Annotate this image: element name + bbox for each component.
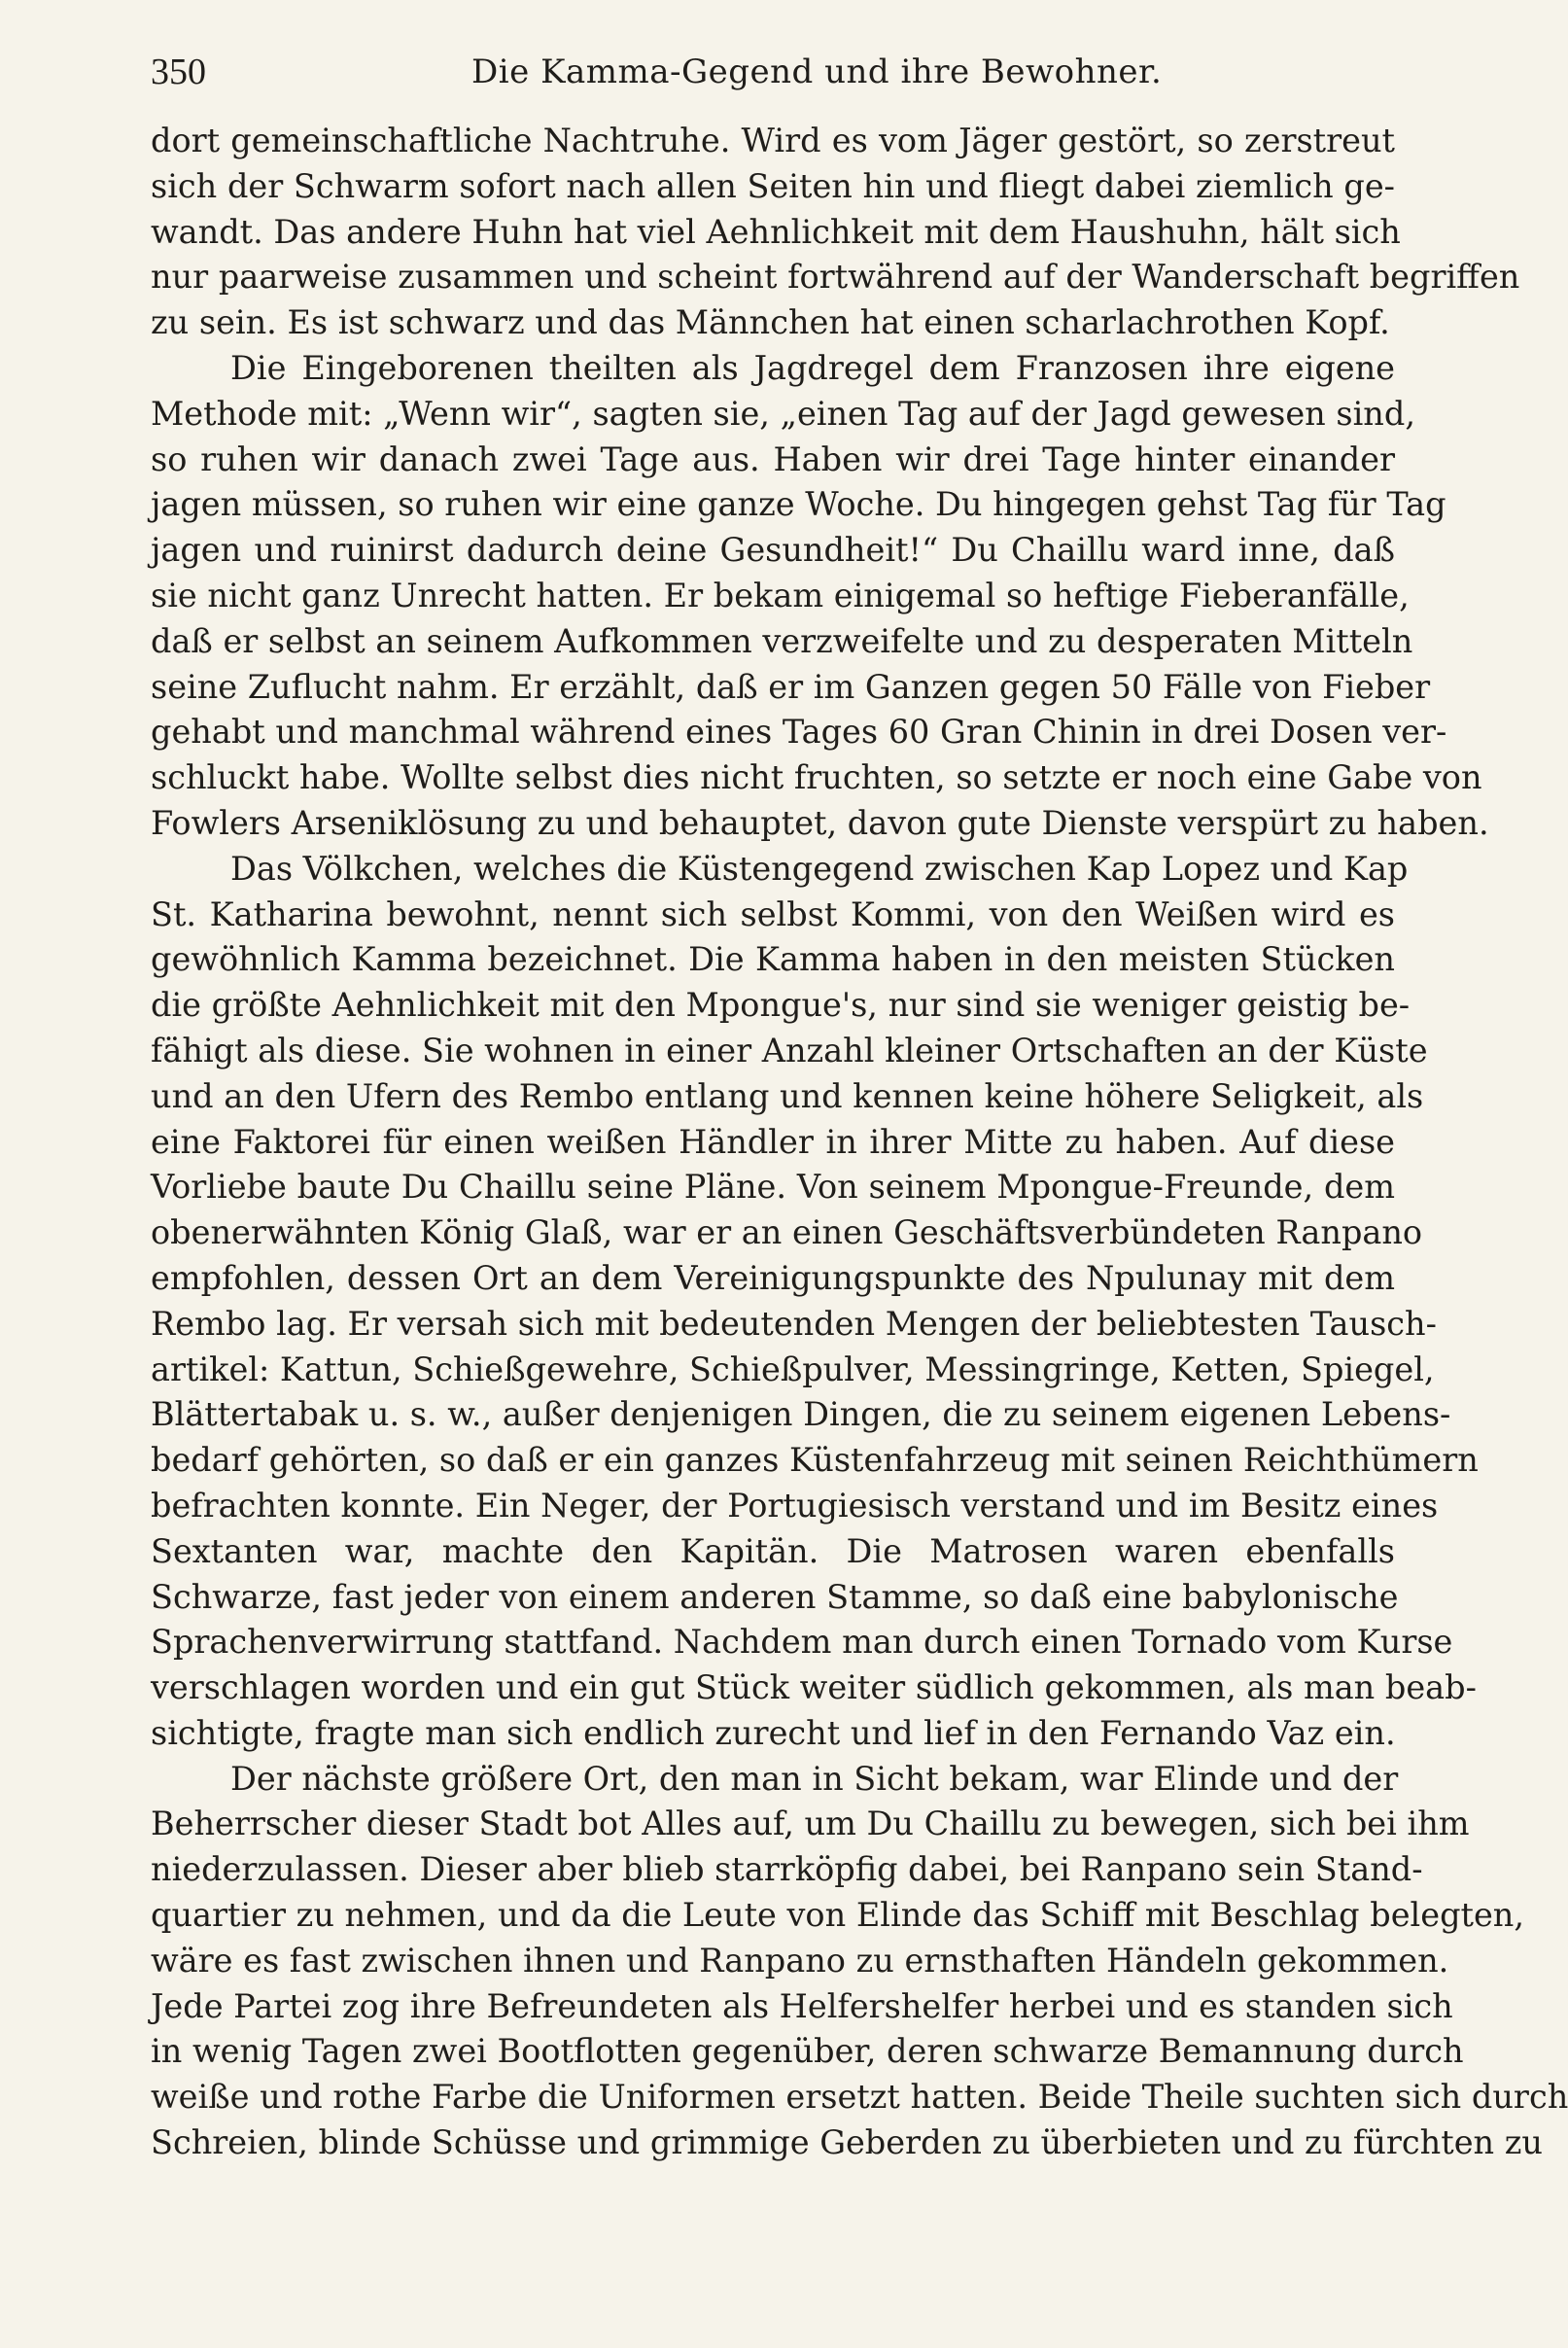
text-line: daß er selbst an seinem Aufkommen verzweifelte und zu desperaten Mitteln	[151, 621, 1413, 660]
text-line: befrachten konnte. Ein Neger, der Portugiesisch verstand und im Besitz eines	[151, 1486, 1439, 1524]
text-line: weiße und rothe Farbe die Uniformen ersetzt hatten. Beide Theile suchten sich durch	[151, 2078, 1568, 2117]
text-line: Der nächste größere Ort, den man in Sicht bekam, war Elinde und der	[230, 1759, 1399, 1798]
text-line: in wenig Tagen zwei Bootflotten gegenüber, deren schwarze Bemannung durch	[151, 2032, 1464, 2071]
text-line: sie nicht ganz Unrecht hatten. Er bekam einigemal so heftige Fieberanfälle,	[151, 576, 1410, 614]
page-header	[151, 51, 1395, 97]
text-line: die größte Aehnlichkeit mit den Mpongue's, nur sind sie weniger geistig be-	[151, 986, 1411, 1025]
page-number: 350	[151, 52, 206, 92]
text-line: so ruhen wir danach zwei Tage aus. Haben wir drei Tage hinter einander	[151, 439, 1395, 478]
text-line: obenerwähnten König Glaß, war er an einen Geschäftsverbündeten Ranpano	[151, 1213, 1423, 1252]
text-line: eine Faktorei für einen weißen Händler in ihrer Mitte zu haben. Auf diese	[151, 1122, 1395, 1161]
text-line: Das Völkchen, welches die Küstengegend zwischen Kap Lopez und Kap	[230, 849, 1409, 888]
text-line: wäre es fast zwischen ihnen und Ranpano zu ernsthaften Händeln gekommen.	[151, 1941, 1449, 1980]
text-line: Methode mit: „Wenn wir“, sagten sie, „einen Tag auf der Jagd gewesen sind,	[151, 394, 1415, 433]
text-line: dort gemeinschaftliche Nachtruhe. Wird es vom Jäger gestört, so zerstreut	[151, 122, 1395, 159]
text-line: Die Eingeborenen theilten als Jagdregel dem Franzosen ihre eigene	[230, 348, 1395, 387]
text-line: jagen und ruinirst dadurch deine Gesundheit!“ Du Chaillu ward inne, daß	[151, 531, 1395, 570]
text-line: Beherrscher dieser Stadt bot Alles auf, um Du Chaillu zu bewegen, sich bei ihm	[151, 1805, 1470, 1843]
text-line: wandt. Das andere Huhn hat viel Aehnlichkeit mit dem Haushuhn, hält sich	[151, 212, 1401, 251]
text-line: Rembo lag. Er versah sich mit bedeutenden Mengen der beliebtesten Tausch-	[151, 1304, 1437, 1343]
text-line: Schwarze, fast jeder von einem anderen Stamme, so daß eine babylonische	[151, 1577, 1399, 1616]
text-line: Schreien, blinde Schüsse und grimmige Geberden zu überbieten und zu fürchten zu	[151, 2123, 1543, 2162]
text-line: gehabt und manchmal während eines Tages 60 Gran Chinin in drei Dosen ver-	[151, 713, 1447, 752]
running-head: Die Kamma-Gegend und ihre Bewohner.	[471, 53, 1163, 91]
text-line: nur paarweise zusammen und scheint fortwährend auf der Wanderschaft begriffen	[151, 258, 1520, 297]
text-line: zu sein. Es ist schwarz und das Männchen hat einen scharlachrothen Kopf.	[151, 303, 1390, 342]
text-line: niederzulassen. Dieser aber blieb starrköpfig dabei, bei Ranpano sein Stand-	[151, 1850, 1423, 1889]
text-line: verschlagen worden und ein gut Stück weiter südlich gekommen, als man beab-	[151, 1668, 1477, 1707]
text-line: sichtigte, fragte man sich endlich zurecht und lief in den Fernando Vaz ein.	[151, 1713, 1396, 1752]
text-line: Sextanten war, machte den Kapitän. Die Matrosen waren ebenfalls	[151, 1531, 1395, 1570]
text-line: und an den Ufern des Rembo entlang und kennen keine höhere Seligkeit, als	[151, 1076, 1424, 1115]
text-line: jagen müssen, so ruhen wir eine ganze Woche. Du hingegen gehst Tag für Tag	[151, 485, 1446, 524]
text-line: Jede Partei zog ihre Befreundeten als Helfershelfer herbei und es standen sich	[151, 1986, 1453, 2025]
text-line: artikel: Kattun, Schießgewehre, Schießpulver, Messingringe, Ketten, Spiegel,	[151, 1349, 1435, 1388]
text-line: Vorliebe baute Du Chaillu seine Pläne. Von seinem Mpongue-Freunde, dem	[151, 1168, 1395, 1207]
text-line: seine Zuflucht nahm. Er erzählt, daß er im Ganzen gegen 50 Fälle von Fieber	[151, 667, 1431, 706]
text-line: St. Katharina bewohnt, nennt sich selbst Kommi, von den Weißen wird es	[151, 894, 1395, 933]
text-line: quartier zu nehmen, und da die Leute von Elinde das Schiff mit Beschlag belegten,	[151, 1896, 1525, 1935]
text-line: bedarf gehörten, so daß er ein ganzes Küstenfahrzeug mit seinen Reichthümern	[151, 1441, 1479, 1480]
text-line: schluckt habe. Wollte selbst dies nicht fruchten, so setzte er noch eine Gabe von	[151, 758, 1482, 797]
text-line: sich der Schwarm sofort nach allen Seiten hin und fliegt dabei ziemlich ge-	[151, 166, 1395, 205]
text-line: Blättertabak u. s. w., außer denjenigen Dingen, die zu seinem eigenen Lebens-	[151, 1395, 1451, 1434]
text-line: Sprachenverwirrung stattfand. Nachdem man durch einen Tornado vom Kurse	[151, 1623, 1453, 1662]
text-line: gewöhnlich Kamma bezeichnet. Die Kamma haben in den meisten Stücken	[151, 940, 1395, 979]
text-line: Fowlers Arseniklösung zu und behauptet, davon gute Dienste verspürt zu haben.	[151, 803, 1489, 842]
body-text	[151, 119, 1568, 2166]
text-line: fähigt als diese. Sie wohnen in einer Anzahl kleiner Ortschaften an der Küste	[151, 1031, 1428, 1069]
text-line: empfohlen, dessen Ort an dem Vereinigungspunkte des Npulunay mit dem	[151, 1258, 1395, 1297]
book-page	[151, 51, 1568, 2166]
